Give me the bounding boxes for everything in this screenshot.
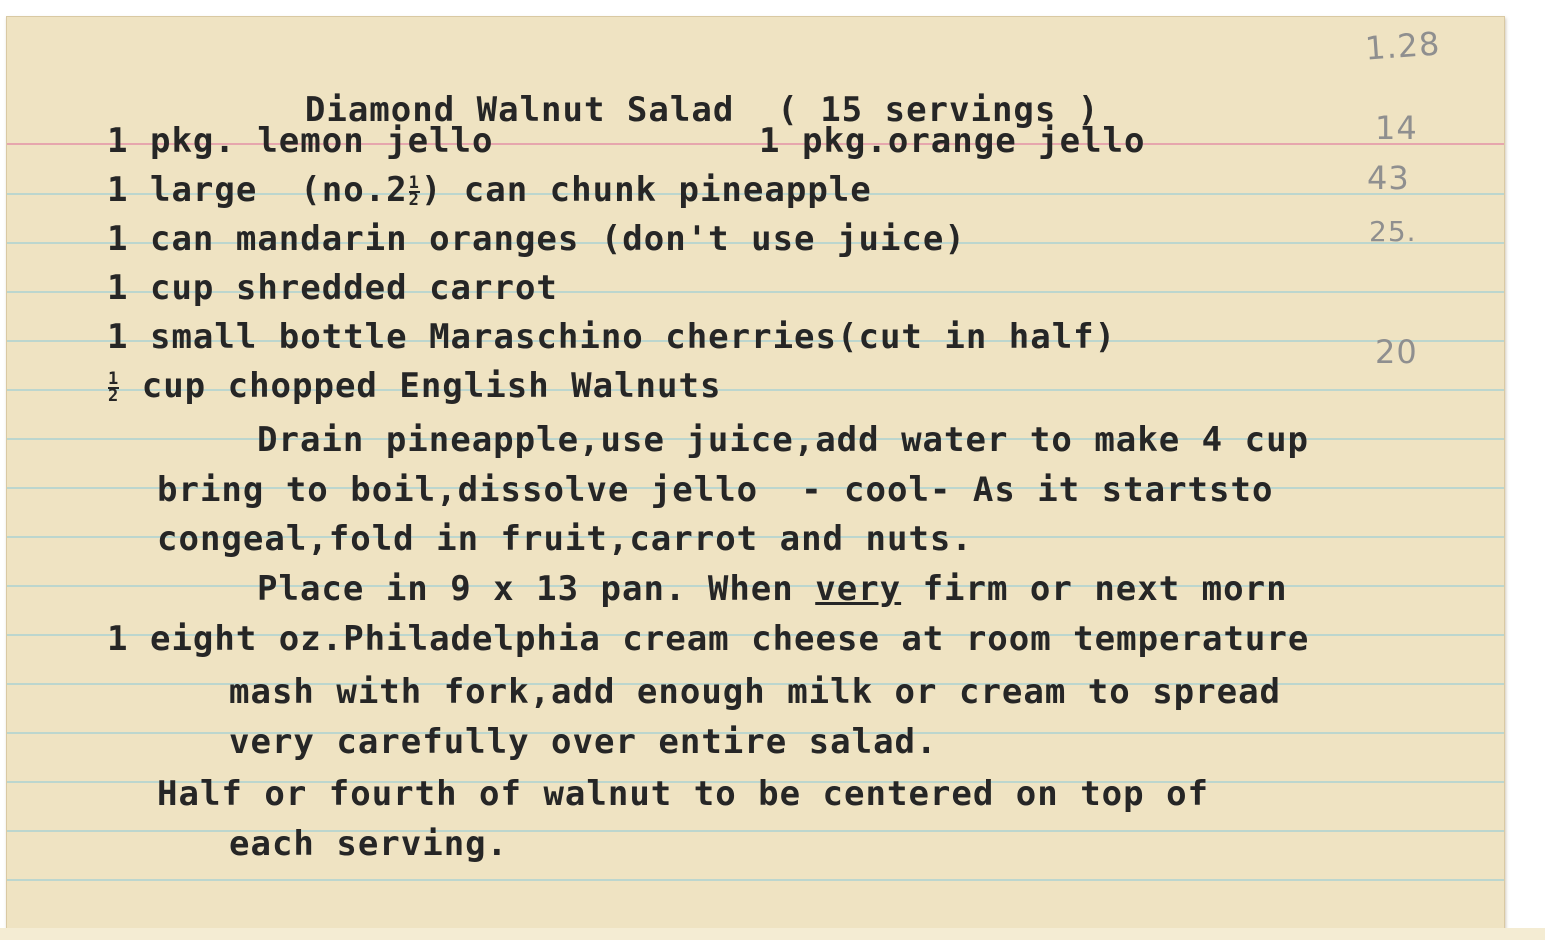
ingredient-text: pkg.orange jello — [801, 121, 1146, 161]
garnish-line — [157, 774, 1210, 814]
ingredient-qty: 1 — [107, 121, 129, 161]
direction-text: Drain pineapple,use juice,add water to make 4 cup — [257, 420, 1310, 460]
direction-line — [257, 420, 1310, 460]
margin-note: 20 — [1375, 333, 1418, 371]
ingredient-line — [107, 170, 872, 210]
fraction-numerator: 1 — [108, 369, 120, 390]
direction-line — [257, 569, 1288, 609]
ingredient-line — [107, 219, 966, 259]
direction-text: bring to boil,dissolve jello - cool- As it startsto — [157, 470, 1274, 510]
direction-text: congeal,fold in fruit,carrot and nuts. — [157, 519, 973, 559]
direction-text: firm or next morn — [901, 569, 1288, 609]
ruled-line — [7, 879, 1504, 881]
ingredient-line — [759, 121, 1146, 161]
margin-note: 43 — [1367, 159, 1410, 197]
underlined-word: very — [815, 569, 902, 609]
ingredient-text: cup shredded carrot — [149, 268, 558, 308]
ingredient-text: can mandarin oranges (don't use juice) — [149, 219, 966, 259]
ingredient-qty: 1 — [107, 268, 129, 308]
margin-note: 14 — [1375, 109, 1418, 147]
topping-line — [229, 722, 938, 762]
ingredient-text: large (no.2 — [149, 170, 408, 210]
ingredient-qty: 1 — [107, 317, 129, 357]
topping-line — [229, 672, 1282, 712]
servings-text: ( 15 servings ) — [777, 90, 1100, 130]
fraction-denominator: 2 — [408, 189, 420, 210]
garnish-text: Half or fourth of walnut to be centered on top of — [157, 774, 1210, 814]
ingredient-text: pkg. lemon jello — [149, 121, 494, 161]
ingredient-line — [107, 268, 558, 308]
direction-line — [157, 519, 973, 559]
topping-line — [107, 619, 1310, 659]
fraction-numerator: 1 — [408, 173, 420, 194]
direction-line — [157, 470, 1274, 510]
ingredient-qty-fraction — [108, 369, 120, 406]
title-text: Diamond Walnut Salad — [304, 90, 735, 130]
topping-text: very carefully over entire salad. — [229, 722, 938, 762]
ingredient-qty: 1 — [107, 170, 129, 210]
margin-note: 1.28 — [1363, 24, 1442, 68]
fraction — [408, 173, 420, 210]
garnish-text: each serving. — [229, 824, 509, 864]
scan-edge — [0, 928, 1545, 940]
recipe-card — [6, 16, 1505, 930]
topping-text: eight oz.Philadelphia cream cheese at room temperature — [149, 619, 1310, 659]
topping-qty: 1 — [107, 619, 129, 659]
ingredient-text: small bottle Maraschino cherries(cut in half) — [149, 317, 1117, 357]
ingredient-line — [107, 366, 722, 406]
fraction-denominator: 2 — [108, 385, 120, 406]
ingredient-line — [107, 121, 494, 161]
ingredient-text: ) can chunk pineapple — [420, 170, 872, 210]
ingredient-qty: 1 — [759, 121, 781, 161]
direction-text: Place in 9 x 13 pan. When — [257, 569, 816, 609]
ingredient-qty: 1 — [107, 219, 129, 259]
topping-text: mash with fork,add enough milk or cream to spread — [229, 672, 1282, 712]
ingredient-line — [107, 317, 1117, 357]
ingredient-text: cup chopped English Walnuts — [141, 366, 722, 406]
margin-note: 25. — [1369, 215, 1417, 248]
garnish-line — [229, 824, 509, 864]
